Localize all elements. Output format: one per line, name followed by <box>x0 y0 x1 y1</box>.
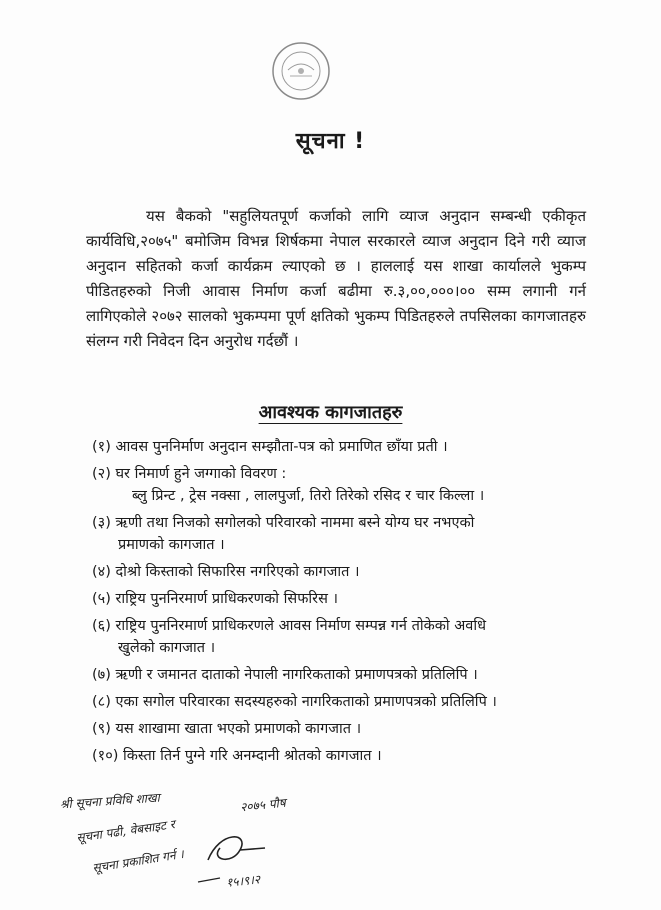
handwritten-line-3: सूचना प्रकाशित गर्न । <box>91 846 185 876</box>
list-item <box>92 615 602 659</box>
list-item <box>92 463 602 507</box>
item-number: (१) <box>92 439 111 455</box>
list-item <box>92 588 602 610</box>
item-detail: ब्लु प्रिन्ट , ट्रेस नक्सा , लालपुर्जा, तिरो तिरेको रसिद र चार किल्ला । <box>132 488 485 504</box>
item-text: यस शाखामा खाता भएको प्रमाणको कागजात । <box>115 721 362 737</box>
item-text: ऋणी तथा निजको सगोलको परिवारको नाममा बस्ने योग्य घर नभएको <box>115 515 475 531</box>
item-text: राष्ट्रिय पुननिरमार्ण प्राधिकरणले आवस निर्माण सम्पन्न गर्न तोकेको अवधि <box>115 618 487 634</box>
required-documents-list <box>92 436 602 772</box>
list-item <box>92 691 602 713</box>
item-continuation: खुलेको कागजात । <box>118 640 216 656</box>
list-item <box>92 745 602 767</box>
notice-title: सूचना ! <box>295 129 366 154</box>
item-number: (७) <box>92 667 111 683</box>
item-text: ऋणी र जमानत दाताको नेपाली नागरिकताको प्रमाणपत्रको प्रतिलिपि । <box>115 667 478 683</box>
item-number: (९) <box>92 721 111 737</box>
handwritten-line-2: सूचना पढी, वेबसाइट र <box>75 817 176 845</box>
item-number: (२) <box>92 466 111 482</box>
bank-seal-icon <box>270 40 332 102</box>
list-item <box>92 561 602 583</box>
item-number: (६) <box>92 618 111 634</box>
signature-date: १५।९।२ <box>225 872 261 890</box>
list-item <box>92 718 602 740</box>
list-item <box>92 436 602 458</box>
notice-paragraph: यस बैकको "सहुलियतपूर्ण कर्जाको लागि व्याज अनुदान सम्बन्धी एकीकृत कार्यविधि,२०७५" बमोजिम विभन्न शिर्षकमा नेपाल सरकारले व्याज अनुदान दिने गरी व्याज अनुदान सहितको कर्जा कार्यक्रम ल्याएको छ । हाललाई यस शाखा कार्यालले भुकम्प पीडितहरुको निजी आवास निर्माण कर्जा बढीमा रु.३,००,०००।०० सम्म लगानी गर्न लागिएकोले २०७२ सालको भुकम्पमा पूर्ण क्षतिको भुकम्प पिडितहरुले तपसिलका कागजातहरु संलग्न गरी निवेदन दिन अनुरोध गर्दछौं । <box>86 207 586 350</box>
item-text: राष्ट्रिय पुननिरमार्ण प्राधिकरणको सिफरिस । <box>115 591 338 607</box>
item-text: आवस पुननिर्माण अनुदान सम्झौता-पत्र को प्रमाणित छाँया प्रती । <box>115 439 448 455</box>
item-text: दोश्रो किस्ताको सिफारिस नगरिएको कागजात । <box>115 564 360 580</box>
item-text: घर निमार्ण हुने जग्गाको विवरण : <box>115 466 287 482</box>
item-number: (५) <box>92 591 111 607</box>
required-documents-heading: आवश्यक कागजातहरु <box>258 402 403 423</box>
handwritten-line-1b: २०७५ पौष <box>239 795 287 815</box>
item-continuation: प्रमाणको कागजात । <box>118 537 225 553</box>
list-item <box>92 664 602 686</box>
item-number: (३) <box>92 515 111 531</box>
list-item <box>92 512 602 556</box>
item-text: किस्ता तिर्न पुग्ने गरि अनम्दानी श्रोतको कागजात । <box>123 748 382 764</box>
handwritten-line-1: श्री सूचना प्रविधि शाखा <box>59 790 161 812</box>
item-number: (८) <box>92 694 111 710</box>
item-text: एका सगोल परिवारका सदस्यहरुको नागरिकताको प्रमाणपत्रको प्रतिलिपि । <box>115 694 497 710</box>
item-number: (१०) <box>92 748 119 764</box>
item-number: (४) <box>92 564 111 580</box>
